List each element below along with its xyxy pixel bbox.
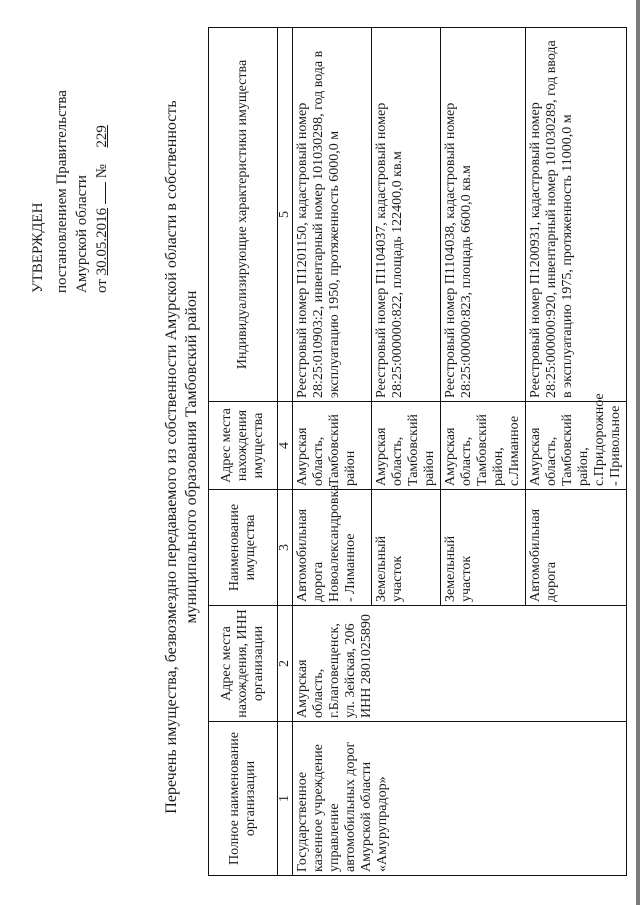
approval-date: 30.05.2016 — [94, 207, 110, 276]
property-name: Земельный участок — [372, 490, 441, 606]
approval-line-2: Амурской области — [74, 175, 90, 293]
header-org-address: Адрес места нахождения, ИНН организации — [209, 606, 278, 722]
property-characteristics: Реестровый номер П1104037, кадастровый номер 28:25:000000:822, площадь 122400,0 кв.м — [372, 28, 441, 402]
property-location: Амурская область, Тамбовский район — [372, 402, 441, 490]
approval-stamp — [28, 33, 112, 293]
property-table — [208, 27, 627, 876]
header-property-address: Адрес места нахождения имущества — [209, 402, 278, 490]
date-underline — [93, 182, 106, 204]
header-property-name: Наименование имущества — [209, 490, 278, 606]
property-characteristics: Реестровый номер П1104038, кадастровый номер 28:25:000000:823, площадь 6600,0 кв.м — [441, 28, 526, 402]
scan-edge — [636, 0, 640, 905]
property-characteristics: Реестровый номер П1201150, кадастровый номер 28:25:010903:2, инвентарный номер 101030298, год вода в эксплуатацию 1950, протяженность 6000,0 м — [293, 28, 372, 402]
property-characteristics: Реестровый номер П1200931, кадастровый номер 28:25:000000:920, инвентарный номер 101030289, год ввода в эксплуатацию 1975, протяженность 11000,0 м — [526, 28, 627, 402]
column-number: 4 — [278, 402, 293, 490]
column-number: 3 — [278, 490, 293, 606]
rotated-page — [20, 22, 623, 882]
column-number-row — [278, 28, 293, 876]
property-location: Амурская область, Тамбовский район — [293, 402, 372, 490]
date-prefix: от — [94, 279, 110, 293]
approval-date-line — [92, 33, 112, 293]
property-location: Амурская область, Тамбовский район, с.Лиманное — [441, 402, 526, 490]
approval-heading: УТВЕРЖДЕН — [30, 202, 46, 293]
header-characteristics: Индивидуализирующие характеристики имущества — [209, 28, 278, 402]
approval-line-1: постановлением Правительства — [54, 90, 70, 293]
approval-number: 229 — [94, 125, 110, 148]
property-name: Земельный участок — [441, 490, 526, 606]
column-number: 5 — [278, 28, 293, 402]
document-title: Перечень имущества, безвозмездно передаваемого из собственности Амурской области в собственность муниципального образования Тамбовский район — [163, 100, 200, 814]
organization-name: Государственное казенное учреждение управление автомобильных дорог Амурской области «Амурупрадор» — [293, 722, 627, 876]
property-name: Автомобильная дорога Новоалександровка - Лиманное — [293, 490, 372, 606]
column-number: 2 — [278, 606, 293, 722]
property-location: Амурская область, Тамбовский район, с.Придорожное - Привольное — [526, 402, 627, 490]
table-header-row — [209, 28, 278, 876]
column-number: 1 — [278, 722, 293, 876]
number-prefix: № — [94, 164, 110, 179]
organization-address: Амурская область, г.Благовещенск, ул. Зейская, 206 ИНН 2801025890 — [293, 606, 627, 722]
property-name: Автомобильная дорога — [526, 490, 627, 606]
table-row — [293, 28, 372, 876]
header-organization: Полное наименование организации — [209, 722, 278, 876]
